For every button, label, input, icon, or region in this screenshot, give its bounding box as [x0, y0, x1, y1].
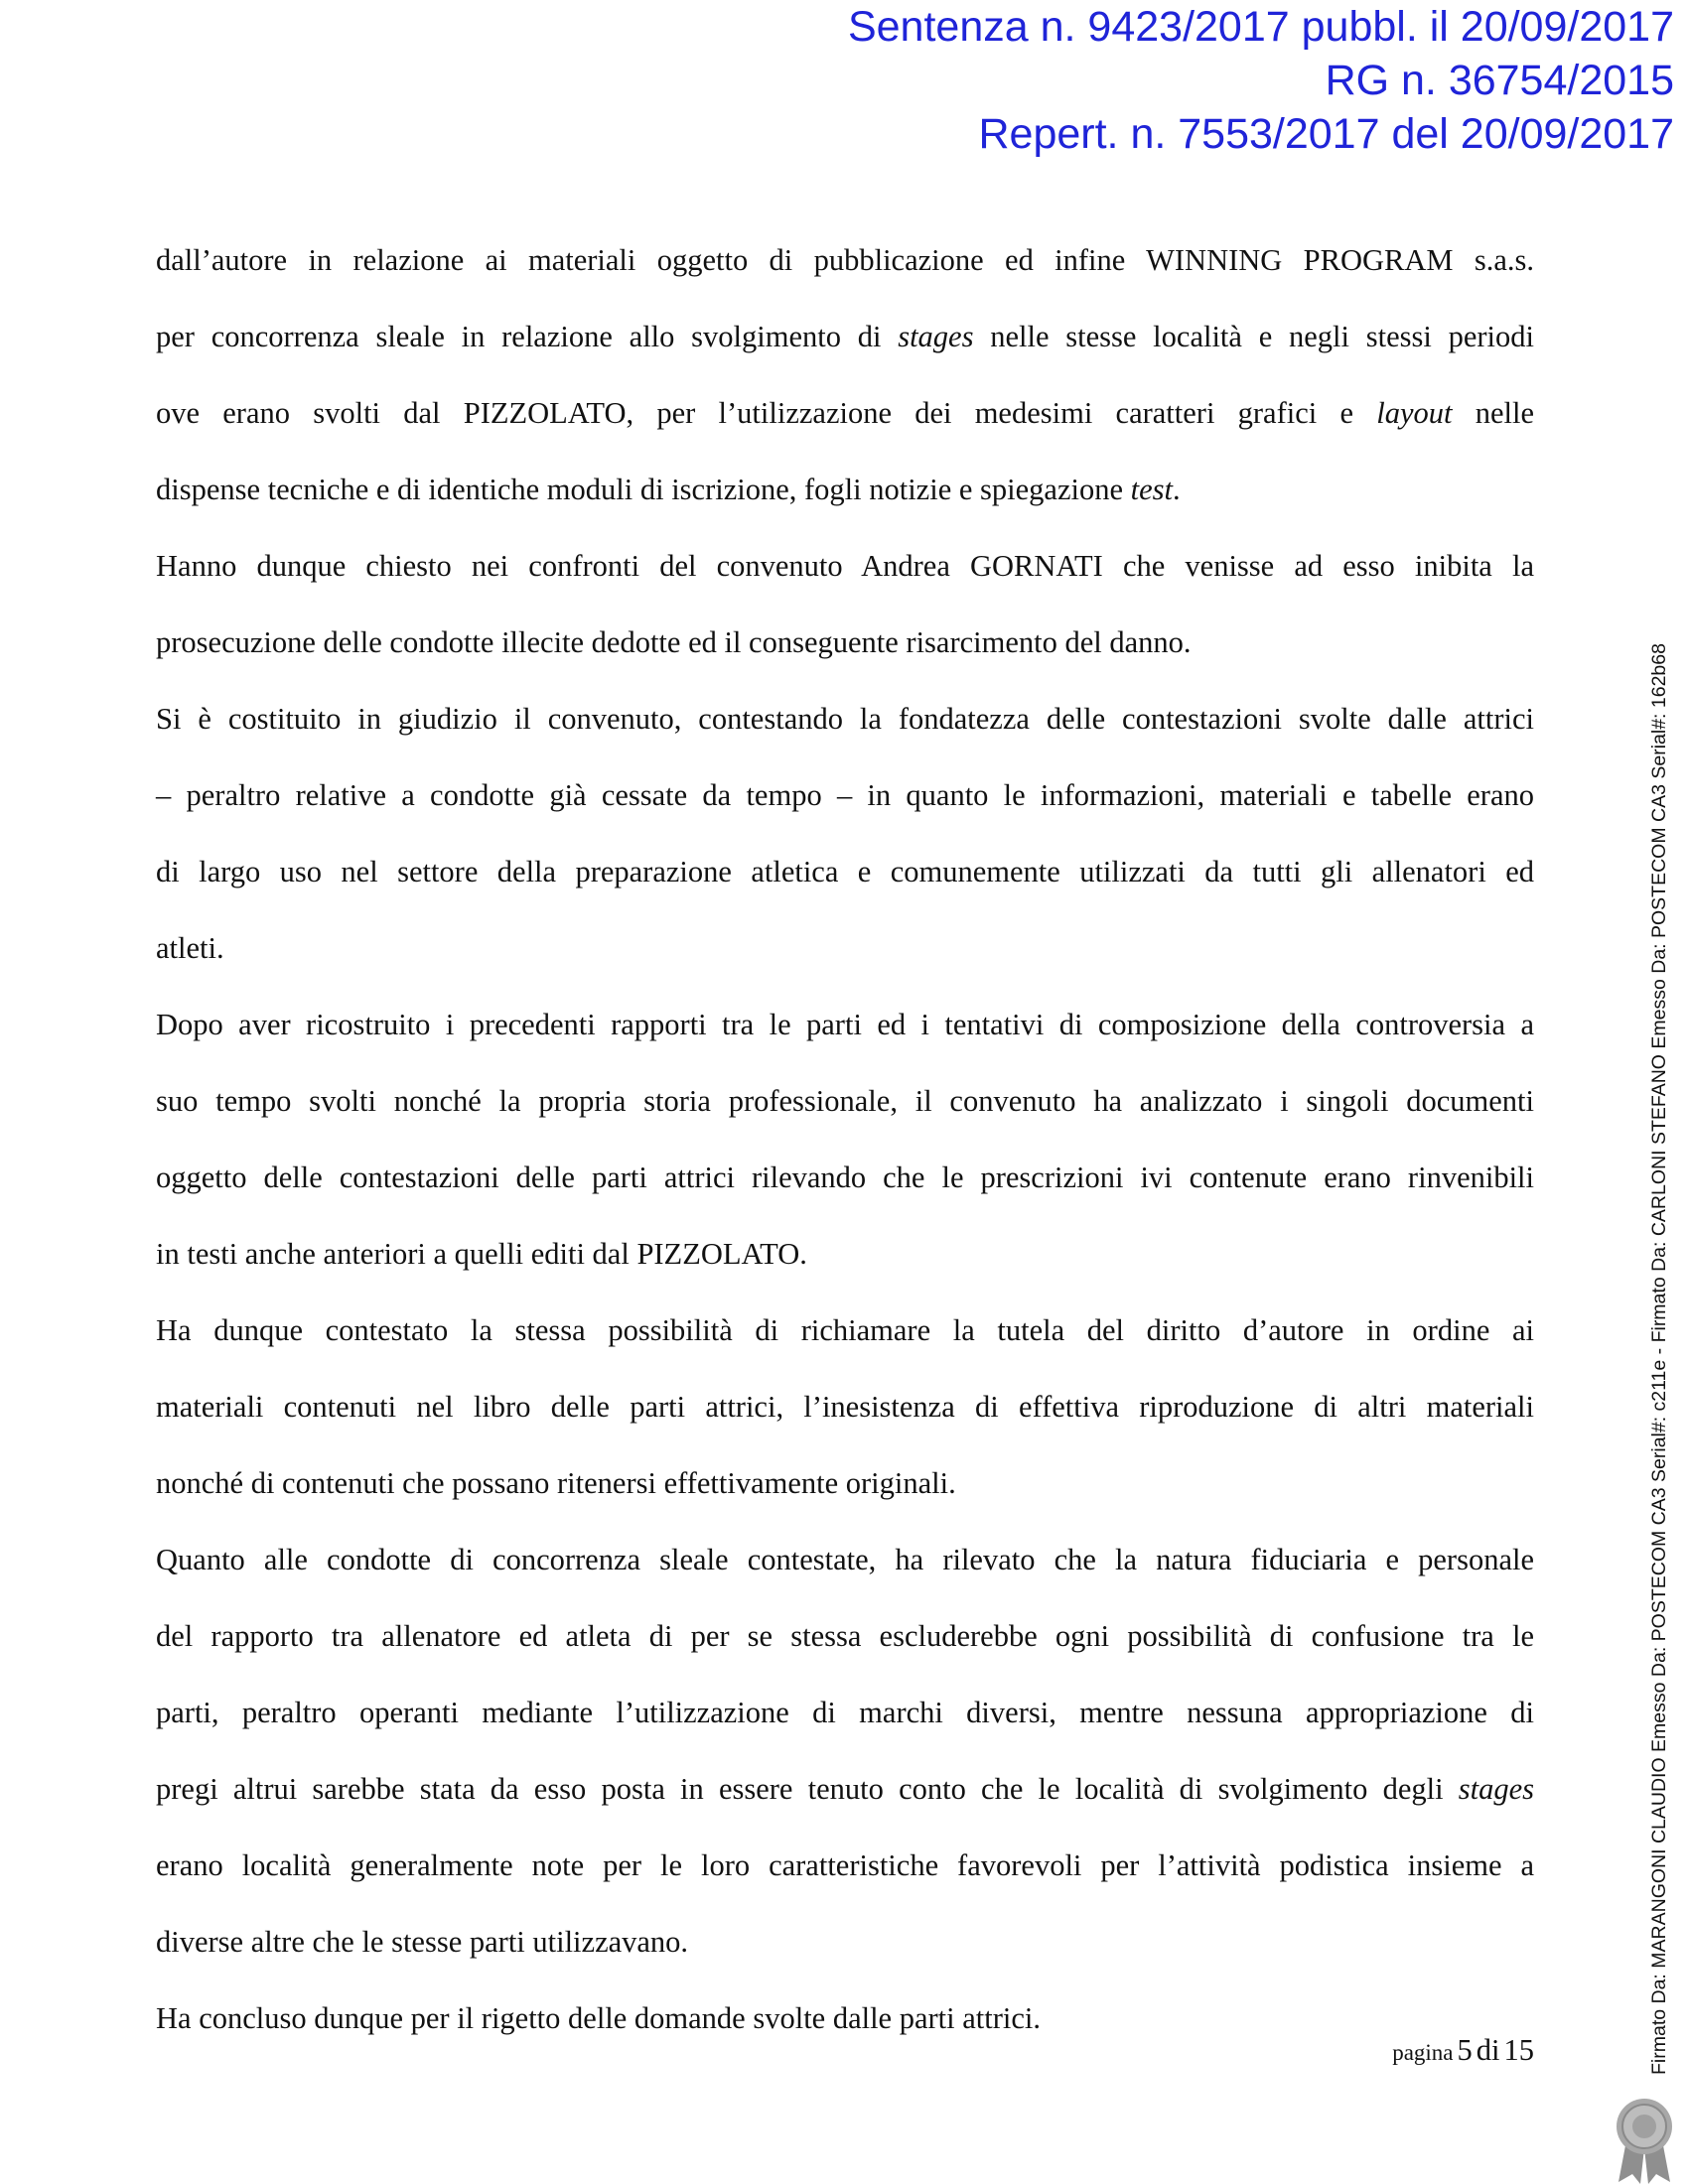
text-line [156, 1063, 1534, 1140]
text-segment: Hanno dunque chiesto nei confronti del convenuto Andrea GORNATI che venisse ad esso inibita la [156, 549, 1534, 583]
text-segment: Dopo aver ricostruito i precedenti rapporti tra le parti ed i tentativi di composizione della controversia a [156, 1008, 1534, 1041]
text-line [156, 528, 1534, 605]
text-segment: . [1172, 473, 1181, 506]
repert-number: Repert. n. 7553/2017 del 20/09/2017 [978, 110, 1674, 158]
text-segment: atleti. [156, 931, 224, 965]
text-line [156, 1369, 1534, 1445]
text-line [156, 1140, 1534, 1216]
paragraph [156, 1980, 1534, 2057]
text-line [156, 1828, 1534, 1904]
paragraph [156, 222, 1534, 528]
text-line [156, 910, 1534, 987]
text-line [156, 375, 1534, 452]
text-segment: nelle stesse località e negli stessi periodi [973, 320, 1534, 353]
page-separator: di [1476, 2033, 1500, 2067]
text-line [156, 681, 1534, 757]
text-segment: Si è costituito in giudizio il convenuto, contestando la fondatezza delle contestazioni svolte dalle attrici [156, 702, 1534, 736]
page-number [1392, 2033, 1534, 2068]
text-segment: di largo uso nel settore della preparazione atletica e comunemente utilizzati da tutti gli allenatori ed [156, 855, 1534, 888]
text-segment: erano località generalmente note per le loro caratteristiche favorevoli per l’attività podistica insieme a [156, 1848, 1534, 1882]
text-line [156, 757, 1534, 834]
text-segment: in testi anche anteriori a quelli editi dal PIZZOLATO. [156, 1237, 807, 1271]
document-body [156, 222, 1534, 2057]
italic-term: stages [1458, 1772, 1534, 1806]
text-line [156, 1751, 1534, 1828]
text-line [156, 1598, 1534, 1675]
rg-number: RG n. 36754/2015 [1325, 57, 1674, 104]
text-line [156, 1293, 1534, 1369]
italic-term: test [1130, 473, 1173, 506]
text-segment: Quanto alle condotte di concorrenza sleale contestate, ha rilevato che la natura fiduciaria e personale [156, 1543, 1534, 1576]
text-segment: nonché di contenuti che possano ritenersi effettivamente originali. [156, 1466, 956, 1500]
page-current: 5 [1457, 2033, 1473, 2067]
text-line [156, 222, 1534, 299]
text-line [156, 299, 1534, 375]
sentence-number: Sentenza n. 9423/2017 pubbl. il 20/09/2017 [847, 3, 1674, 51]
text-segment: del rapporto tra allenatore ed atleta di per se stessa escluderebbe ogni possibilità di confusione tra le [156, 1619, 1534, 1653]
text-line [156, 834, 1534, 910]
text-line [156, 1675, 1534, 1751]
paragraph [156, 528, 1534, 681]
text-line [156, 1980, 1534, 2057]
paragraph [156, 681, 1534, 987]
text-segment: pregi altrui sarebbe stata da esso posta in essere tenuto conto che le località di svolgimento degli [156, 1772, 1459, 1806]
page-total: 15 [1503, 2033, 1534, 2067]
text-segment: materiali contenuti nel libro delle parti attrici, l’inesistenza di effettiva riproduzione di altri materiali [156, 1390, 1534, 1424]
text-line [156, 452, 1534, 528]
text-segment: per concorrenza sleale in relazione allo svolgimento di [156, 320, 899, 353]
text-segment: diverse altre che le stesse parti utilizzavano. [156, 1925, 689, 1959]
text-line [156, 1216, 1534, 1293]
text-segment: suo tempo svolti nonché la propria storia professionale, il convenuto ha analizzato i singoli documenti [156, 1084, 1534, 1118]
text-segment: parti, peraltro operanti mediante l’utilizzazione di marchi diversi, mentre nessuna appropriazione di [156, 1696, 1534, 1729]
text-line [156, 1445, 1534, 1522]
text-segment: Ha concluso dunque per il rigetto delle domande svolte dalle parti attrici. [156, 2001, 1041, 2035]
text-segment: prosecuzione delle condotte illecite dedotte ed il conseguente risarcimento del danno. [156, 625, 1192, 659]
paragraph [156, 1293, 1534, 1522]
text-segment: dispense tecniche e di identiche moduli di iscrizione, fogli notizie e spiegazione [156, 473, 1131, 506]
paragraph [156, 987, 1534, 1293]
text-segment: Ha dunque contestato la stessa possibilità di richiamare la tutela del diritto d’autore in ordine ai [156, 1313, 1534, 1347]
document-header [848, 0, 1674, 161]
italic-term: stages [898, 320, 974, 353]
text-line [156, 1904, 1534, 1980]
digital-signature-stamp: Firmato Da: MARANGONI CLAUDIO Emesso Da: POSTECOM CA3 Serial#: c211e - Firmato Da: CARLONI STEFANO Emesso Da: POSTECOM CA3 Serial#: 162b68 [1648, 643, 1670, 2075]
text-segment: dall’autore in relazione ai materiali oggetto di pubblicazione ed infine WINNING PROGRAM s.a.s. [156, 243, 1534, 277]
text-line [156, 605, 1534, 681]
paragraph [156, 1522, 1534, 1980]
text-segment: – peraltro relative a condotte già cessate da tempo – in quanto le informazioni, materiali e tabelle erano [156, 778, 1534, 812]
text-segment: nelle [1452, 396, 1534, 430]
page-label: pagina [1392, 2040, 1454, 2065]
italic-term: layout [1376, 396, 1453, 430]
text-segment: oggetto delle contestazioni delle parti attrici rilevando che le prescrizioni ivi contenute erano rinvenibili [156, 1160, 1534, 1194]
text-line [156, 987, 1534, 1063]
ribbon-seal-icon [1609, 2097, 1680, 2184]
text-line [156, 1522, 1534, 1598]
text-segment: ove erano svolti dal PIZZOLATO, per l’utilizzazione dei medesimi caratteri grafici e [156, 396, 1377, 430]
